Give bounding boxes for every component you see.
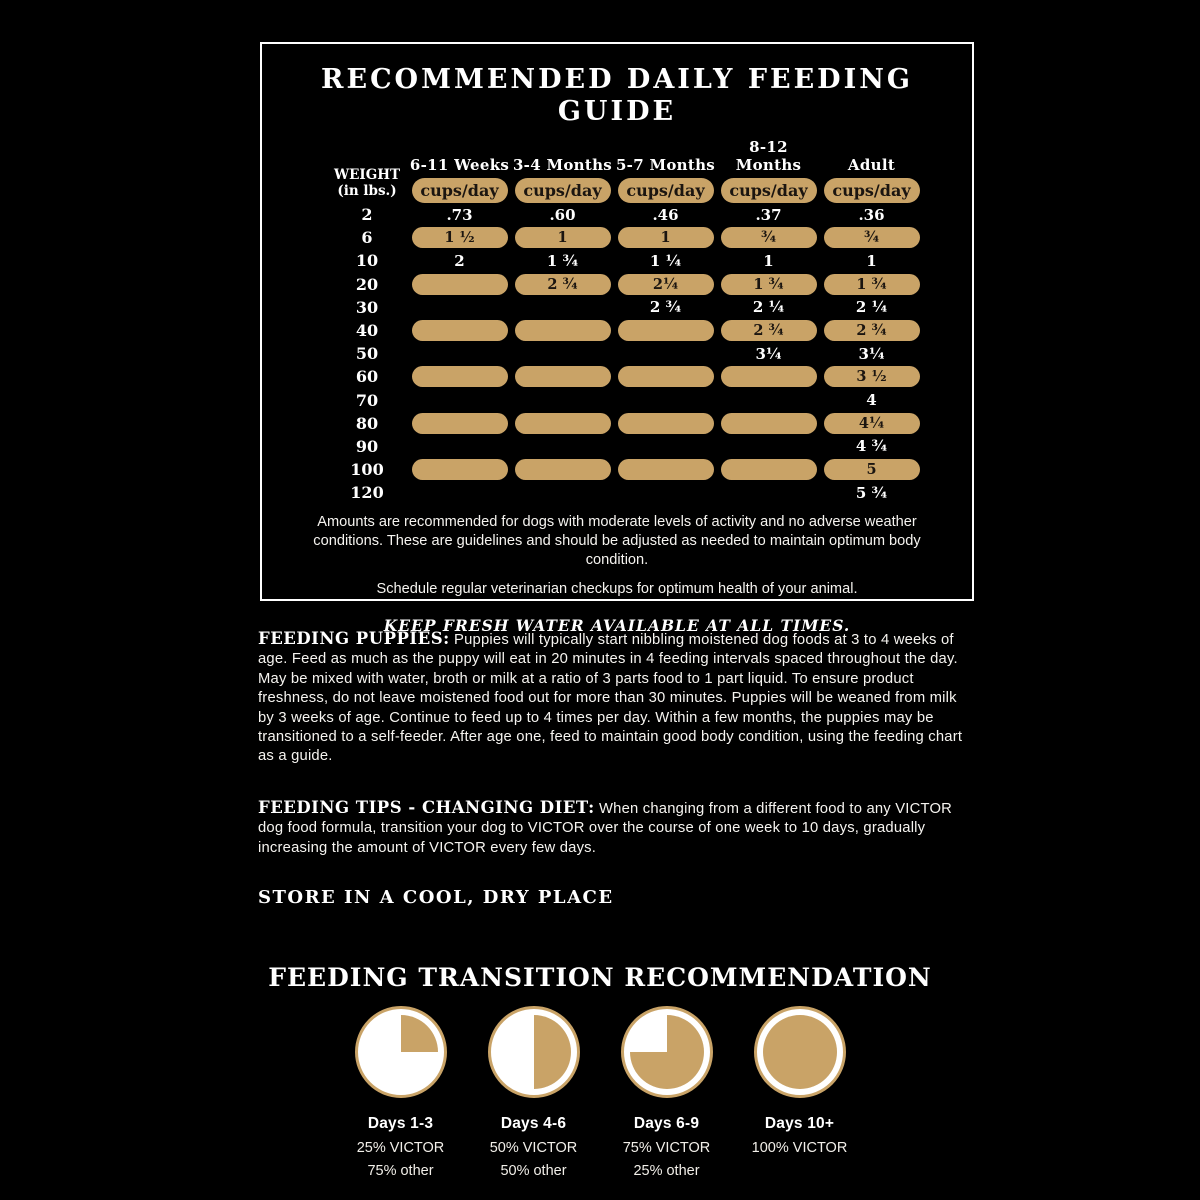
table-row [326,249,972,272]
amount-cell [511,459,614,480]
amount-cell [820,320,923,341]
table-row [326,226,972,249]
amount-pill [618,413,714,434]
amount-cell: 2 ¾ [649,298,682,317]
weight-value: 120 [350,483,384,503]
feeding-transition-section [0,963,1200,1179]
feeding-tips-body: When changing from a different food to any VICTOR dog food formula, transition your dog to VICTOR over the course of one week to 10 days, gradually increasing the amount of VICTOR every few days. [258,800,953,856]
feeding-puppies-paragraph [258,629,976,767]
amount-cell: 2 ¼ [855,298,888,317]
amount-pill [412,413,508,434]
table-row [326,342,972,365]
amount-pill: 2 ¾ [824,320,920,341]
amount-pill: 1 [515,227,611,248]
transition-step [600,1006,733,1179]
table-row [326,412,972,435]
amount-pill [515,320,611,341]
cups-per-day-pill: cups/day [618,178,714,203]
weight-value: 30 [355,297,379,317]
weight-value: 6 [361,228,373,248]
table-row [326,481,972,504]
cups-per-day-pill: cups/day [824,178,920,203]
amount-cell [408,459,511,480]
amount-cell: .60 [549,205,576,224]
store-instruction: STORE IN A COOL, DRY PLACE [258,887,614,909]
weight-value: 100 [350,460,384,480]
weight-label-line2: (in lbs.) [337,183,397,199]
column-header-3 [717,138,820,203]
pie-ring [621,1006,713,1098]
amount-pill: 1 ¾ [824,274,920,295]
weight-value: 50 [355,344,379,364]
column-header-2 [614,156,717,203]
weight-value: 40 [355,321,379,341]
amount-cell: 2 [454,251,465,270]
veterinarian-note: Schedule regular veterinarian checkups for optimum health of your animal. [376,581,858,598]
weight-value: 20 [355,274,379,294]
table-row [326,435,972,458]
feeding-guide-box [260,42,974,636]
amount-cell: 2 ¼ [752,298,785,317]
step-other-percent: 25% other [633,1163,700,1179]
column-label: 5-7 Months [615,156,716,174]
amount-cell [717,459,820,480]
amount-pill: 5 [824,459,920,480]
pie-chart-50-percent [497,1015,571,1089]
amount-cell: 4 [866,391,877,410]
feeding-tips-paragraph [258,798,976,858]
amount-pill: 1 [618,227,714,248]
amount-cell [408,413,511,434]
amount-pill [618,366,714,387]
column-label: 8-12 Months [735,138,802,174]
feeding-puppies-body: Puppies will typically start nibbling moistened dog foods at 3 to 4 weeks of age. Feed as much as the puppy will eat in 20 minutes in 4 feeding intervals spaced throughout the day. May be mixed with water, broth or milk at a ratio of 3 parts food to 1 part liquid. To ensure product freshness, do not leave moistened food out for more than 30 minutes. Puppies will be weaned from milk by 3 weeks of age. Continue to feed up to 4 times per day. Within a few months, the puppies may be transitioned to a self-feeder. After age one, feed to maintain good body condition, using the feeding chart as a guide. [258,632,963,765]
table-header [326,138,972,203]
amount-cell [717,227,820,248]
guide-title: RECOMMENDED DAILY FEEDING GUIDE [321,64,913,127]
amount-pill [721,413,817,434]
amount-cell [511,274,614,295]
transition-title: FEEDING TRANSITION RECOMMENDATION [268,963,932,992]
feeding-puppies-heading: FEEDING PUPPIES: [258,629,450,648]
amount-cell: 3¼ [755,344,782,363]
step-victor-percent: 50% VICTOR [489,1140,578,1156]
weight-value: 80 [355,413,379,433]
amount-cell [511,413,614,434]
amount-pill: ¾ [721,227,817,248]
step-days-label: Days 1-3 [367,1115,434,1132]
amount-cell [614,459,717,480]
amount-cell [717,413,820,434]
step-days-label: Days 10+ [764,1115,835,1132]
amount-cell [511,366,614,387]
weight-column-header [326,167,408,203]
amount-cell [820,459,923,480]
step-days-label: Days 4-6 [500,1115,567,1132]
transition-step [467,1006,600,1179]
step-victor-percent: 25% VICTOR [356,1140,445,1156]
activity-note: Amounts are recommended for dogs with moderate levels of activity and no adverse weather conditions. These are guidelines and should be adjusted as needed to maintain optimum body condition. [313,514,921,568]
amount-cell [717,366,820,387]
pie-chart-25-percent [364,1015,438,1089]
cups-per-day-pill: cups/day [721,178,817,203]
step-victor-percent: 75% VICTOR [622,1140,711,1156]
amount-cell: 5 ¾ [855,483,888,502]
amount-cell: 1 [866,251,877,270]
transition-steps [0,1006,1200,1179]
amount-cell [614,274,717,295]
step-other-percent: 75% other [367,1163,434,1179]
amount-pill [515,459,611,480]
cups-per-day-pill: cups/day [412,178,508,203]
amount-cell: 1 ¼ [649,251,682,270]
amount-cell [717,274,820,295]
cups-per-day-pill: cups/day [515,178,611,203]
amount-pill [515,366,611,387]
amount-cell: 1 [763,251,774,270]
pie-chart-75-percent [630,1015,704,1089]
amount-cell [408,320,511,341]
weight-value: 10 [355,251,379,271]
amount-pill: 2 ¾ [515,274,611,295]
amount-pill [412,274,508,295]
amount-cell: 1 ¾ [546,251,579,270]
column-label: 6-11 Weeks [409,156,510,174]
pie-ring [754,1006,846,1098]
weight-value: 2 [361,205,373,225]
amount-cell [408,366,511,387]
fresh-water-note: KEEP FRESH WATER AVAILABLE AT ALL TIMES. [383,616,851,636]
amount-cell [408,227,511,248]
column-label: 3-4 Months [512,156,613,174]
feeding-table-rows [326,203,972,504]
amount-pill [515,413,611,434]
amount-cell [614,366,717,387]
text-sections [258,629,976,908]
column-header-1 [511,156,614,203]
weight-value: 70 [355,390,379,410]
table-row [326,273,972,296]
transition-step [733,1006,866,1179]
column-label: Adult [847,156,896,174]
pie-ring [355,1006,447,1098]
amount-pill [721,366,817,387]
amount-pill [412,366,508,387]
amount-pill: 2¼ [618,274,714,295]
amount-pill: 1 ¾ [721,274,817,295]
amount-cell [614,320,717,341]
amount-pill [618,320,714,341]
step-days-label: Days 6-9 [633,1115,700,1132]
amount-cell [820,227,923,248]
table-row [326,203,972,226]
weight-value: 90 [355,436,379,456]
amount-cell [511,320,614,341]
amount-pill: ¾ [824,227,920,248]
amount-pill: 3 ½ [824,366,920,387]
weight-value: 60 [355,367,379,387]
amount-cell [408,274,511,295]
amount-cell: 3¼ [858,344,885,363]
amount-pill [412,459,508,480]
step-victor-percent: 100% VICTOR [751,1140,848,1156]
amount-pill: 4¼ [824,413,920,434]
amount-cell: .36 [858,205,885,224]
amount-pill: 1 ½ [412,227,508,248]
weight-label-line1: WEIGHT [333,167,401,183]
amount-cell [820,366,923,387]
amount-cell [717,320,820,341]
amount-cell: .73 [446,205,473,224]
amount-cell [614,227,717,248]
amount-cell [820,413,923,434]
feeding-tips-heading: FEEDING TIPS - CHANGING DIET: [258,797,595,817]
amount-pill [618,459,714,480]
guide-notes [262,513,972,635]
pie-chart-100-percent [763,1015,837,1089]
amount-cell [511,227,614,248]
amount-cell: .37 [755,205,782,224]
table-row [326,458,972,481]
step-other-percent: 50% other [500,1163,567,1179]
column-header-4 [820,156,923,203]
amount-pill [412,320,508,341]
table-row [326,296,972,319]
table-row [326,389,972,412]
amount-pill [721,459,817,480]
table-row [326,365,972,388]
amount-pill: 2 ¾ [721,320,817,341]
feeding-table [326,138,972,504]
column-header-0 [408,156,511,203]
amount-cell [614,413,717,434]
amount-cell: 4 ¾ [855,437,888,456]
table-row [326,319,972,342]
amount-cell [820,274,923,295]
amount-cell: .46 [652,205,679,224]
transition-step [334,1006,467,1179]
pie-ring [488,1006,580,1098]
